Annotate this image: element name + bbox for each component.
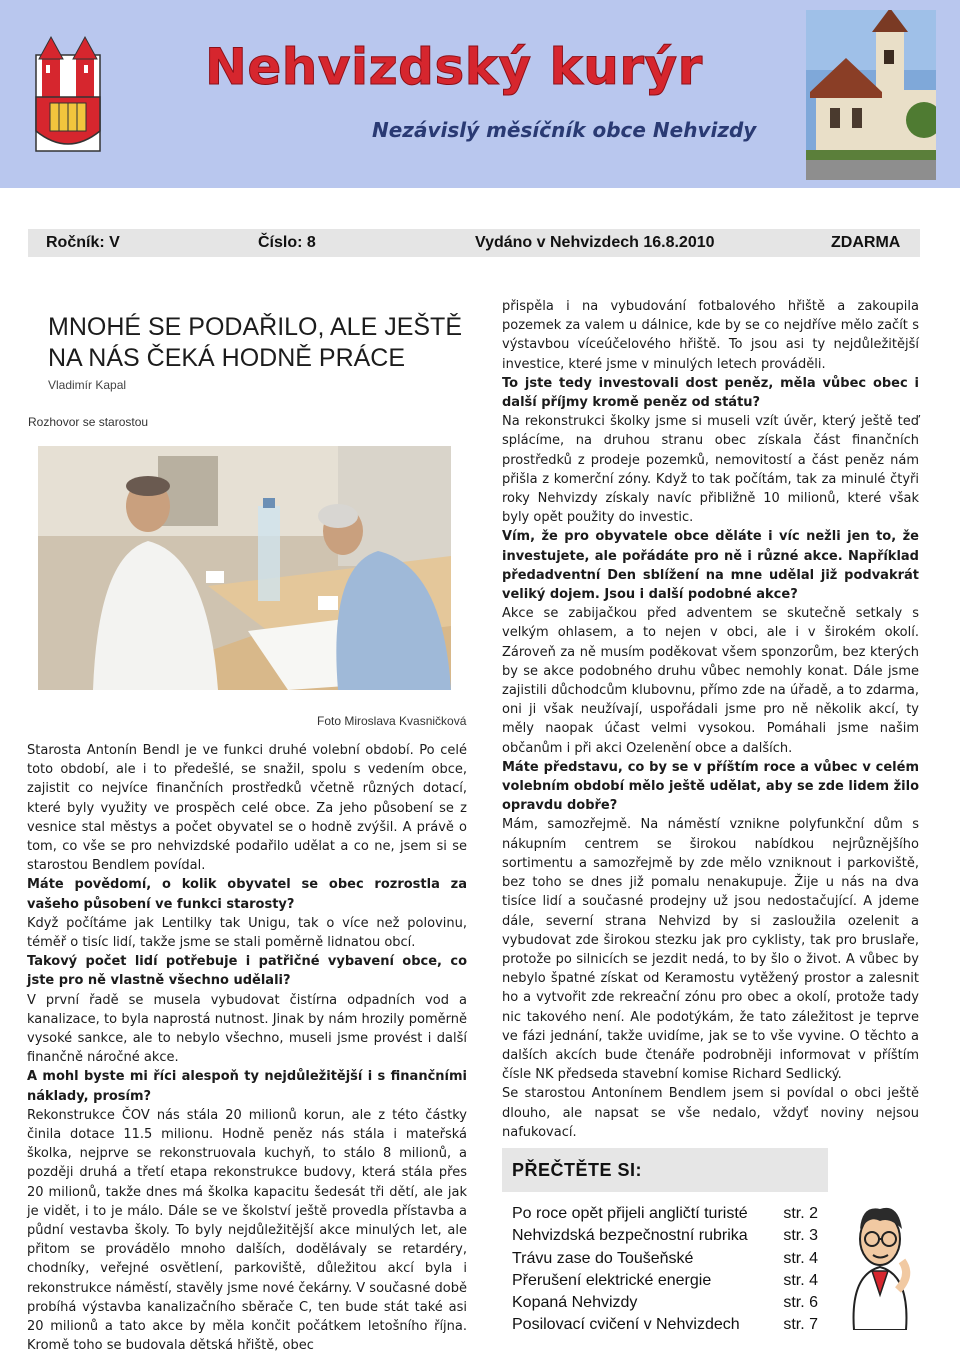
paragraph: Rekonstrukce ČOV nás stála 20 milionů korun, ale z této částky činila dotace 11.5 milionu. Hodně peněz nás stála i mateřská školka, nejprve se rekonstruovala kuchyň, to stálo 8 milionů, a později druhá a třetí etapa rekonstrukce budovy, která stála přes 20 milionů, takže dnes má školka kapacitu šedesát tři dětí, ale jak je vidět, i to je málo. Dále se ve školství ještě provedla přístavba a půdní vestavba školy. To byly nejdůležitější akce minulých let, ale přitom se provádělo mnoho dalších, dodělávaly se retardéry, chodníky, veřejné osvětlení, parkoviště, důležitou akcí byla i rekonstrukce náměstí, stavěly jsme nové čekárny. V současné době probíhá výstavba kanalizačního sběrače C, ten bude stát také asi 20 milionů a tato akce by měla končit počátkem letošního října. Kromě toho se budovala dětská hřiště, obec	[27, 1107, 467, 1354]
article-headline	[48, 312, 468, 374]
newspaper-subtitle: Nezávislý měsíčník obce Nehvizdy	[372, 118, 757, 142]
interview-photo	[38, 446, 451, 690]
paragraph: Mám, samozřejmě. Na náměstí vznikne polyfunkční dům s nákupním centrem se širokou nabídkou nejrůznějšího sortimentu a samozřejmě by zde mělo vzniknout i parkoviště, bez toho se dnes již pomalu nenakupuje. Žije u nás na dva tisíce lidí a současné prodejny už jsou nedostačující. A jdeme dále, severní strana Nehvizd by si zasloužila ozelenit a vybudovat zde širokou stezku jak pro cyklisty, tak pro bruslaře, protože po silnicích se jezdit nedá, to by šlo o život. A vůbec by nebylo špatné získat od Keramostu vytěžený prostor a zalesnit ho a vytvořit zde rekreační zónu pro obec a okolí, protože tady nic takového není. Ale podotýkám, že tato záležitost je teprve ve fázi jednání, takže uvidíme, jak se to vše vyvine. O těchto a dalších akcích bude čtenáře podrobněji informovat v příštím čísle NK předseda stavební komise Richard Sedlický.	[502, 817, 919, 1083]
article-rubric: Rozhovor se starostou	[28, 415, 149, 429]
interview-question: Vím, že pro obyvatele obce děláte i víc nežli jen to, že investujete, ale pořádáte pro ně i různé akce. Například předadventní Den sblížení na mne udělal již podvakrát veliký dojem. Jsou i další podobné akce?	[502, 529, 919, 603]
headline-line-2: NA NÁS ČEKÁ HODNĚ PRÁCE	[48, 344, 406, 372]
paragraph: Akce se zabijačkou před adventem se skutečně setkaly s velkým ohlasem, a to nejen v obci, ale i v širokém okolí. Zároveň za ně musím poděkovat všem sponzorům, bez kterých by se akce podobného druhu vůbec nemohly konat. Dále jsme zajistili důchodcům klubovnu, přímo zde na úřadě, a to zdarma, oni ji však neužívají, uspořádali jsme pro ně několik akcí, ty měly naopak účast velmi vysokou. Pomáhali jsme našim občanům i při akci Ozelenění obce a dalších.	[502, 606, 919, 756]
interview-question: To jste tedy investovali dost peněz, měla vůbec obec i další příjmy kromě peněz od státu?	[502, 375, 919, 411]
interview-question: Máte představu, co by se v příštím roce a vůbec v celém volebním období mělo ještě udělat, aby se zde lidem žilo opravdu dobře?	[502, 759, 919, 814]
interview-question: Takový počet lidí potřebuje i patřičné vybavení obce, co jste pro ně vlastně všechno udělali?	[27, 954, 467, 989]
paragraph: Když počítáme jak Lentilky tak Unigu, tak o více než polovinu, téměř o tisíc lidí, takže jsme se stali poměrně lidnatou obcí.	[27, 915, 467, 951]
paragraph: Se starostou Antonínem Bendlem jsem si povídal o obci ještě dlouho, ale napsat se vše nedalo, vždyť noviny nejsou nafukovací.	[502, 1086, 919, 1140]
article-right-column	[502, 297, 919, 1142]
town-crest-image	[28, 35, 108, 155]
issue-info-bar	[28, 229, 920, 257]
issue-published-date: Vydáno v Nehvizdech 16.8.2010	[475, 234, 715, 251]
interview-question: Máte povědomí, o kolik obyvatel se obec rozrostla za vašeho působení ve funkci starosty?	[27, 877, 467, 912]
read-also-item-page: str. 4	[783, 1249, 818, 1267]
read-also-item-page: str. 7	[783, 1316, 818, 1334]
read-also-item[interactable]	[512, 1316, 818, 1338]
read-also-item-page: str. 3	[783, 1227, 818, 1245]
read-also-item[interactable]	[512, 1294, 818, 1316]
reader-cartoon-image	[840, 1195, 920, 1330]
newspaper-title: Nehvizdský kurýr	[205, 38, 703, 96]
read-also-item-label: Po roce opět přijeli angličtí turisté	[512, 1205, 748, 1222]
paragraph: Starosta Antonín Bendl je ve funkci druhé volební období. Po celé toto období, ale i to předešlé, se snažil, spolu s vedením obce, zajistit co nejvíce finančních prostředků včetně různých dotací, které byly využity ve prospěch celé obce. Za jeho působení se z vesnice stal městys a počet obyvatel se o hodně zvýšil. A právě o tom, co vše se pro nehvizdské podařilo udělat a co ne, jsem si se starostou Bendlem povídal.	[27, 743, 467, 874]
read-also-item-label: Nehvizdská bezpečnostní rubrika	[512, 1227, 748, 1245]
read-also-item-label: Trávu zase do Toušeňské	[512, 1249, 694, 1267]
read-also-item-label: Kopaná Nehvizdy	[512, 1294, 638, 1312]
read-also-item[interactable]	[512, 1250, 818, 1272]
read-also-item-label: Posilovací cvičení v Nehvizdech	[512, 1316, 740, 1334]
read-also-item-page: str. 6	[783, 1294, 818, 1312]
paragraph: přispěla i na vybudování fotbalového hřiště a zakoupila pozemek za valem u dálnice, kde by se co nejdříve mělo začít s výstavbou víceúčelového hřiště. To jsou asi ty nejdůležitější investice, které jsme v minulých letech prováděli.	[502, 299, 919, 372]
read-also-box	[502, 1148, 828, 1192]
read-also-list	[512, 1205, 818, 1339]
issue-number: Číslo: 8	[258, 234, 316, 251]
read-also-item[interactable]	[512, 1205, 818, 1227]
headline-line-1: MNOHÉ SE PODAŘILO, ALE JEŠTĚ	[48, 313, 463, 341]
read-also-item[interactable]	[512, 1272, 818, 1294]
issue-price: ZDARMA	[831, 234, 901, 251]
church-photo-image	[806, 10, 936, 180]
read-also-item-page: str. 4	[783, 1271, 818, 1289]
issue-volume: Ročník: V	[46, 234, 120, 251]
paragraph: Na rekonstrukci školky jsme si museli vzít úvěr, který ještě teď splácíme, na druhou stranu obec získala část finančních prostředků z prodeje pozemků, nemovitostí a část peněz nám přišla z komerční zóny. Když to tak počítám, tak za minulé čtyři roky Nehvizdy získaly navíc přibližně 10 milionů, které však byly opět použity do investic.	[502, 414, 919, 526]
read-also-item-label: Přerušení elektrické energie	[512, 1271, 712, 1289]
article-left-column	[27, 741, 467, 1356]
read-also-item-page: str. 2	[783, 1205, 818, 1222]
photo-caption: Foto Miroslava Kvasničková	[317, 714, 467, 728]
interview-question: A mohl byste mi říci alespoň ty nejdůležitější i s finančními náklady, prosím?	[27, 1069, 467, 1104]
masthead-banner	[0, 0, 960, 188]
article-author: Vladimír Kapal	[48, 378, 127, 392]
read-also-item[interactable]	[512, 1227, 818, 1249]
read-also-title: PŘEČTĚTE SI:	[512, 1160, 643, 1180]
paragraph: V první řadě se musela vybudovat čistírna odpadních vod a kanalizace, to byla naprostá nutnost. Jinak by nám hrozily poměrně vysoké sankce, ale to nebylo všechno, museli jsme provést i další finančně náročné akce.	[27, 992, 467, 1066]
